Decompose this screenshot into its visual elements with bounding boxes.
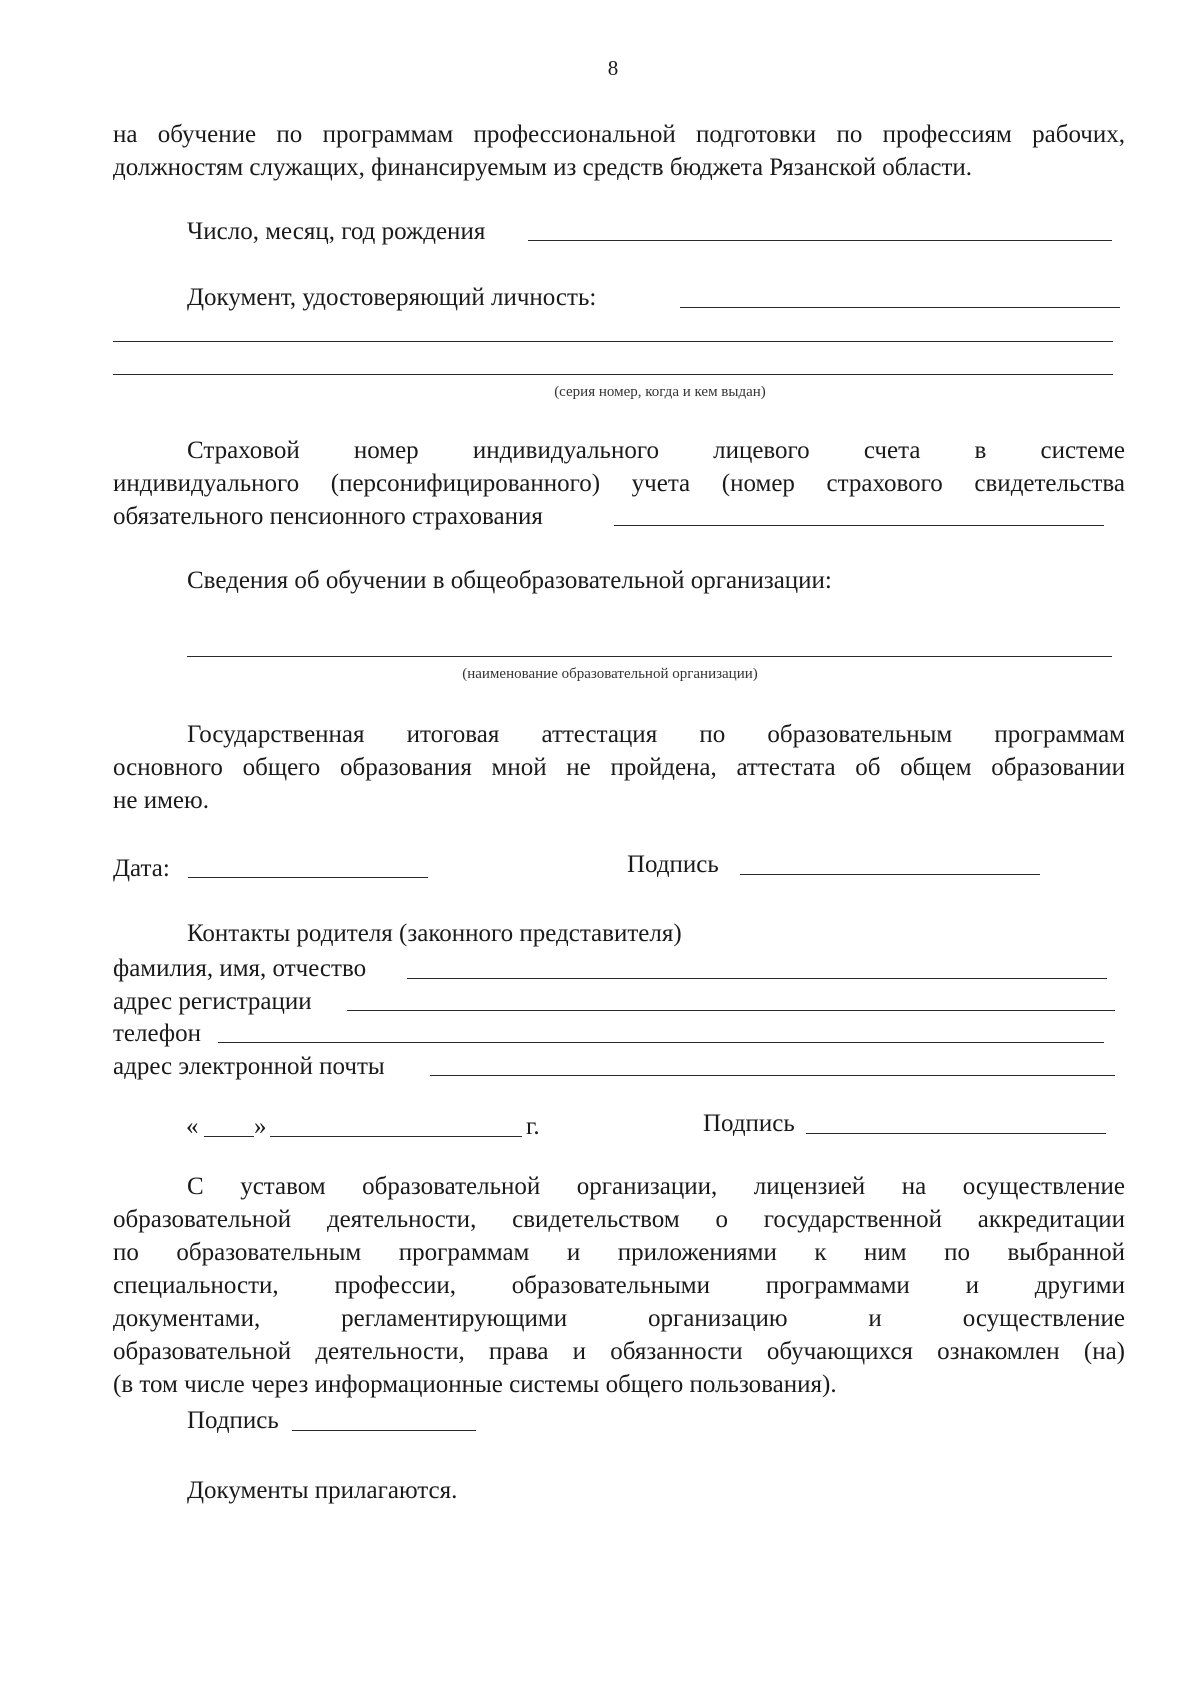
birth-date-field[interactable] bbox=[528, 240, 1112, 241]
attachments-note: Документы прилагаются. bbox=[187, 1477, 458, 1504]
parent-email-label: адрес электронной почты bbox=[113, 1053, 385, 1080]
month-field[interactable] bbox=[270, 1136, 522, 1137]
snils-paragraph bbox=[113, 434, 1125, 533]
charter-line: по образовательным программам и приложениями к ним по выбранной bbox=[113, 1239, 1125, 1266]
school-label: Сведения об обучении в общеобразовательной организации: bbox=[187, 567, 832, 594]
charter-line: С уставом образовательной организации, лицензией на осуществление bbox=[187, 1173, 1125, 1200]
attestation-line: основного общего образования мной не пройдена, аттестата об общем образовании bbox=[113, 754, 1125, 781]
signature-field-2[interactable] bbox=[806, 1133, 1106, 1134]
signature-field[interactable] bbox=[740, 874, 1040, 875]
id-document-field-line-3[interactable] bbox=[113, 374, 1113, 375]
id-document-caption: (серия номер, когда и кем выдан) bbox=[554, 384, 766, 400]
parent-name-field[interactable] bbox=[407, 978, 1107, 979]
id-document-field[interactable] bbox=[680, 307, 1120, 308]
snils-line: индивидуального (персонифицированного) учета (номер страхового свидетельства bbox=[113, 470, 1125, 497]
intro-line: на обучение по программам профессиональной подготовки по профессиям рабочих, bbox=[113, 121, 1125, 148]
intro-line: должностям служащих, финансируемым из средств бюджета Рязанской области. bbox=[113, 154, 973, 181]
parent-email-field[interactable] bbox=[430, 1075, 1115, 1076]
charter-line: специальности, профессии, образовательными программами и другими bbox=[113, 1272, 1125, 1299]
attestation-line: Государственная итоговая аттестация по образовательным программам bbox=[187, 721, 1125, 748]
school-field[interactable] bbox=[187, 656, 1112, 657]
school-caption: (наименование образовательной организации) bbox=[462, 666, 758, 682]
signature-label-3: Подпись bbox=[187, 1407, 279, 1434]
parent-address-label: адрес регистрации bbox=[113, 988, 312, 1015]
date-close-quote: » bbox=[254, 1113, 267, 1140]
birth-date-label: Число, месяц, год рождения bbox=[187, 218, 486, 245]
charter-line: (в том числе через информационные системы общего пользования). bbox=[113, 1371, 837, 1398]
page-number: 8 bbox=[607, 56, 619, 80]
attestation-line: не имею. bbox=[113, 787, 209, 814]
snils-field[interactable] bbox=[614, 525, 1104, 526]
parent-contacts-label: Контакты родителя (законного представителя) bbox=[187, 920, 682, 947]
parent-address-field[interactable] bbox=[347, 1010, 1115, 1011]
charter-line: образовательной деятельности, права и обязанности обучающихся ознакомлен (на) bbox=[113, 1338, 1125, 1365]
charter-line: образовательной деятельности, свидетельством о государственной аккредитации bbox=[113, 1206, 1125, 1233]
parent-phone-field[interactable] bbox=[218, 1042, 1104, 1043]
id-document-field-line-2[interactable] bbox=[113, 341, 1113, 342]
year-suffix: г. bbox=[526, 1113, 540, 1140]
signature-field-3[interactable] bbox=[292, 1430, 476, 1431]
signature-label-2: Подпись bbox=[703, 1110, 795, 1137]
date-open-quote: « bbox=[186, 1113, 199, 1140]
charter-paragraph bbox=[113, 1170, 1125, 1401]
snils-line: Страховой номер индивидуального лицевого счета в системе bbox=[187, 437, 1125, 464]
charter-line: документами, регламентирующими организацию и осуществление bbox=[113, 1305, 1125, 1332]
signature-label: Подпись bbox=[627, 851, 719, 878]
snils-line: обязательного пенсионного страхования bbox=[113, 503, 543, 530]
id-document-label: Документ, удостоверяющий личность: bbox=[187, 284, 597, 311]
parent-name-label: фамилия, имя, отчество bbox=[113, 955, 367, 982]
attestation-paragraph bbox=[113, 718, 1125, 817]
day-field[interactable] bbox=[204, 1136, 254, 1137]
date-field[interactable] bbox=[188, 877, 428, 878]
parent-phone-label: телефон bbox=[113, 1020, 201, 1047]
intro-paragraph bbox=[113, 118, 1125, 184]
date-label: Дата: bbox=[113, 855, 170, 882]
